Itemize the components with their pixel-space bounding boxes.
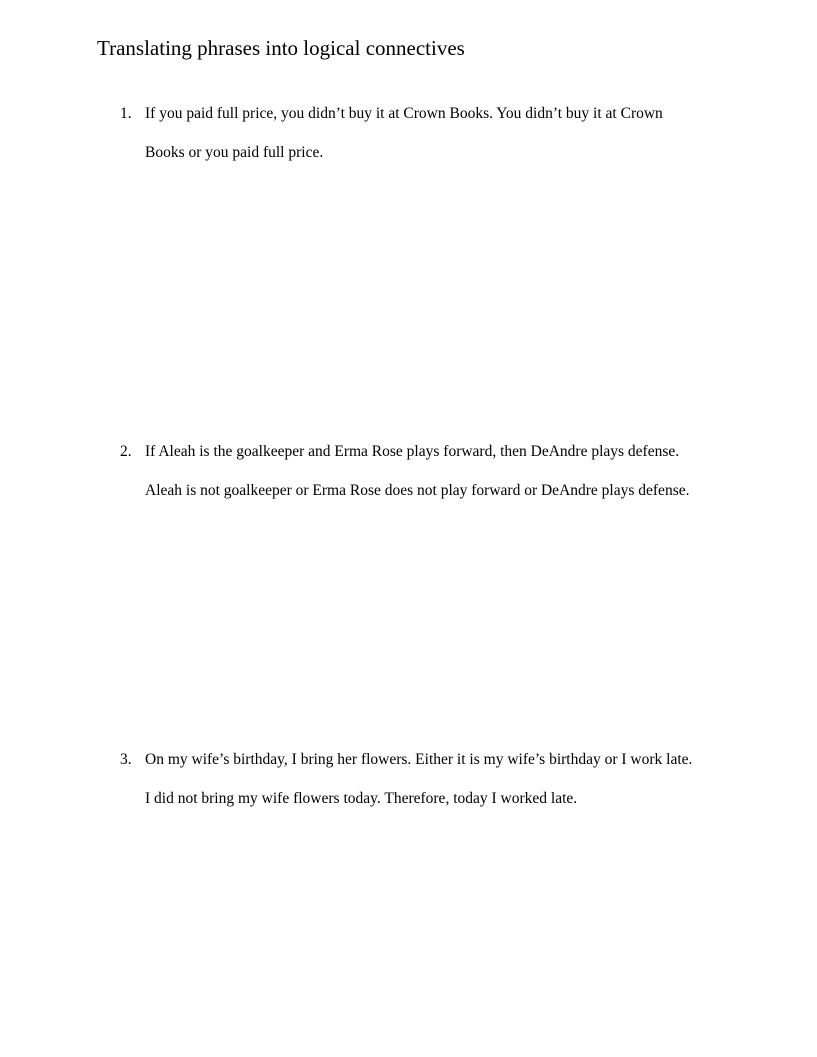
problem-number: 3. (120, 751, 132, 768)
problem-number: 1. (120, 105, 132, 122)
problem-text-line: If Aleah is the goalkeeper and Erma Rose plays forward, then DeAndre plays defense. (145, 443, 680, 460)
problem-text-line: If you paid full price, you didn’t buy it at Crown Books. You didn’t buy it at Crown (145, 105, 663, 122)
problem-text-line: I did not bring my wife flowers today. Therefore, today I worked late. (145, 789, 578, 807)
problem-text-line: Aleah is not goalkeeper or Erma Rose does not play forward or DeAndre plays defense. (145, 481, 690, 499)
problem-text-line: On my wife’s birthday, I bring her flowers. Either it is my wife’s birthday or I work late. (145, 751, 693, 768)
page-title: Translating phrases into logical connectives (97, 36, 465, 60)
problem-number: 2. (120, 443, 132, 460)
problem-text-line: Books or you paid full price. (145, 143, 324, 161)
